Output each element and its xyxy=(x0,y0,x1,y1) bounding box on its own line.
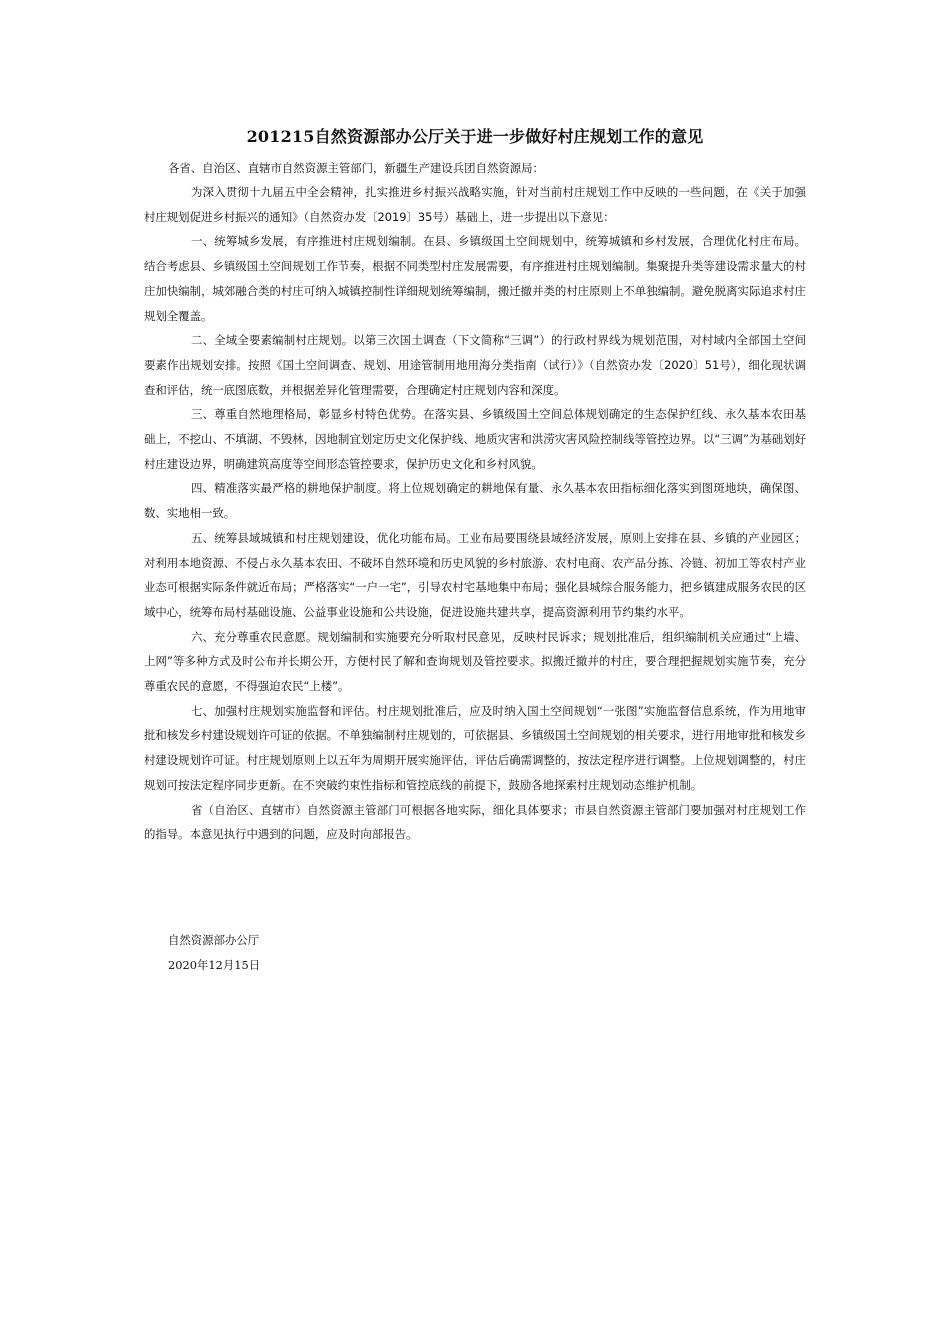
document-body xyxy=(144,180,806,847)
paragraph-section-3: 三、尊重自然地理格局，彰显乡村特色优势。在落实县、乡镇级国土空间总体规划确定的生态保护红线、永久基本农田基础上，不挖山、不填湖、不毁林，因地制宜划定历史文化保护线、地质灾害和洪涝灾害风险控制线等管控边界。以“三调”为基础划好村庄建设边界，明确建筑高度等空间形态管控要求，保护历史文化和乡村风貌。 xyxy=(144,407,806,471)
salutation: 各省、自治区、直辖市自然资源主管部门，新疆生产建设兵团自然资源局： xyxy=(168,161,544,175)
paragraph-intro: 为深入贯彻十九届五中全会精神，扎实推进乡村振兴战略实施，针对当前村庄规划工作中反映的一些问题，在《关于加强村庄规划促进乡村振兴的通知》（自然资办发〔2019〕35号）基础上，进一步提出以下意见： xyxy=(144,185,806,224)
document-title: 201215自然资源部办公厅关于进一步做好村庄规划工作的意见 xyxy=(246,127,704,146)
paragraph-section-6: 六、充分尊重农民意愿。规划编制和实施要充分听取村民意见，反映村民诉求；规划批准后，组织编制机关应通过“上墙、上网”等多种方式及时公布并长期公开，方便村民了解和查询规划及管控要求。拟搬迁撤并的村庄，要合理把握规划实施节奏，充分尊重农民的意愿，不得强迫农民“上楼”。 xyxy=(144,629,806,694)
paragraph-section-1: 一、统筹城乡发展，有序推进村庄规划编制。在县、乡镇级国土空间规划中，统筹城镇和乡村发展，合理优化村庄布局。结合考虑县、乡镇级国土空间规划工作节奏，根据不同类型村庄发展需要，有序推进村庄规划编制。集聚提升类等建设需求量大的村庄加快编制，城郊融合类的村庄可纳入城镇控制性详细规划统筹编制，搬迁撤并类的村庄原则上不单独编制。避免脱离实际追求村庄规划全覆盖。 xyxy=(144,234,806,323)
signature-date: 2020年12月15日 xyxy=(168,958,261,972)
paragraph-section-5: 五、统筹县域城镇和村庄规划建设，优化功能布局。工业布局要围绕县域经济发展，原则上安排在县、乡镇的产业园区；对利用本地资源、不侵占永久基本农田、不破坏自然环境和历史风貌的乡村旅游、农村电商、农产品分拣、冷链、初加工等农村产业业态可根据实际条件就近布局；严格落实“一户一宅”，引导农村宅基地集中布局；强化县城综合服务能力，把乡镇建成服务农民的区域中心，统筹布局村基础设施、公益事业设施和公共设施，促进设施共建共享，提高资源利用节约集约水平。 xyxy=(144,530,806,619)
paragraph-closing: 省（自治区、直辖市）自然资源主管部门可根据各地实际，细化具体要求；市县自然资源主管部门要加强对村庄规划工作的指导。本意见执行中遇到的问题，应及时向部报告。 xyxy=(144,802,806,842)
paragraph-section-4: 四、精准落实最严格的耕地保护制度。将上位规划确定的耕地保有量、永久基本农田指标细化落实到图斑地块，确保图、数、实地相一致。 xyxy=(144,481,806,521)
paragraph-section-7: 七、加强村庄规划实施监督和评估。村庄规划批准后，应及时纳入国土空间规划“一张图”实施监督信息系统，作为用地审批和核发乡村建设规划许可证的依据。不单独编制村庄规划的，可依据县、乡镇级国土空间规划的相关要求，进行用地审批和核发乡村建设规划许可证。村庄规划原则上以五年为周期开展实施评估，评估后确需调整的，按法定程序进行调整。上位规划调整的，村庄规划可按法定程序同步更新。在不突破约束性指标和管控底线的前提下，鼓励各地探索村庄规划动态维护机制。 xyxy=(144,703,806,792)
signature-organization: 自然资源部办公厅 xyxy=(168,933,260,947)
paragraph-section-2: 二、全域全要素编制村庄规划。以第三次国土调查（下文简称“三调”）的行政村界线为规划范围，对村域内全部国土空间要素作出规划安排。按照《国土空间调查、规划、用途管制用地用海分类指南（试行）》（自然资办发〔2020〕51号），细化现状调查和评估，统一底图底数，并根据差异化管理需要，合理确定村庄规划内容和深度。 xyxy=(144,333,806,397)
